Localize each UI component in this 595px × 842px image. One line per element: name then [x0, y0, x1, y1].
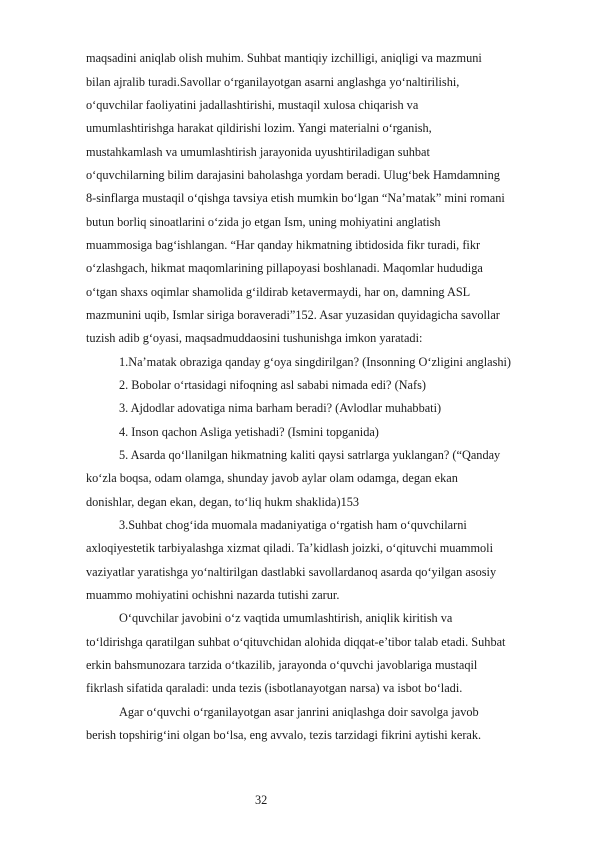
text-line-11: o‘tgan shaxs oqimlar shamolida g‘ildirab ketavermaydi, har on, damning ASL	[86, 285, 471, 299]
text-line-2: bilan ajralib turadi.Savollar o‘rganilayotgan asarni anglashga yo‘naltirilishi,	[86, 75, 460, 89]
text-line-20: donishlar, degan ekan, degan, to‘liq hukm shaklida)153	[86, 495, 360, 509]
text-line-6: o‘quvchilarning bilim darajasini baholashga yordam beradi. Ulug‘bek Hamdamning	[86, 168, 500, 182]
text-line-10: o‘zlashgach, hikmat maqomlarining pillapoyasi boshlanadi. Maqomlar hududiga	[86, 261, 483, 275]
text-line-21: 3.Suhbat chog‘ida muomala madaniyatiga o‘rgatish ham o‘quvchilarni	[119, 518, 467, 532]
text-line-1: maqsadini aniqlab olish muhim. Suhbat mantiqiy izchilligi, aniqligi va mazmuni	[86, 51, 482, 65]
question-4: 4. Inson qachon Asliga yetishadi? (Ismini topganida)	[119, 425, 379, 439]
text-line-12: mazmunini uqib, Ismlar siriga boraveradi”152. Asar yuzasidan quyidagicha savollar	[86, 308, 500, 322]
text-line-25: O‘quvchilar javobini o‘z vaqtida umumlashtirish, aniqlik kiritish va	[119, 611, 453, 625]
text-line-3: o‘quvchilar faoliyatini jadallashtirishi, mustaqil xulosa chiqarish va	[86, 98, 419, 112]
text-line-22: axloqiyestetik tarbiyalashga xizmat qiladi. Ta’kidlash joizki, o‘qituvchi muammoli	[86, 541, 494, 555]
question-5: 5. Asarda qo‘llanilgan hikmatning kaliti qaysi satrlarga yuklangan? (“Qanday	[119, 448, 501, 462]
text-line-9: muammosiga bag‘ishlangan. “Har qanday hikmatning ibtidosida fikr turadi, fikr	[86, 238, 481, 252]
text-line-19: ko‘zla boqsa, odam olamga, shunday javob aylar olam odamga, degan ekan	[86, 471, 458, 485]
text-line-30: berish topshirig‘ini olgan bo‘lsa, eng avvalo, tezis tarzidagi fikrini aytishi kerak.	[86, 728, 482, 742]
text-line-8: butun borliq sinoatlarini o‘zida jo etgan Ism, uning mohiyatini anglatish	[86, 215, 441, 229]
page-number: 32	[255, 793, 268, 807]
text-line-27: erkin bahsmunozara tarzida o‘tkazilib, jarayonda o‘quvchi javoblariga mustaqil	[86, 658, 478, 672]
text-line-4: umumlashtirishga harakat qildirishi lozim. Yangi materialni o‘rganish,	[86, 121, 432, 135]
text-line-7: 8-sinflarga mustaqil o‘qishga tavsiya etish mumkin bo‘lgan “Na’matak” mini romani	[86, 191, 505, 205]
question-3: 3. Ajdodlar adovatiga nima barham beradi? (Avlodlar muhabbati)	[119, 401, 442, 415]
question-2: 2. Bobolar o‘rtasidagi nifoqning asl sababi nimada edi? (Nafs)	[119, 378, 426, 392]
text-line-29: Agar o‘quvchi o‘rganilayotgan asar janrini aniqlashga doir savolga javob	[119, 705, 479, 719]
text-line-13: tuzish adib g‘oyasi, maqsadmuddaosini tushunishga imkon yaratadi:	[86, 331, 423, 345]
text-line-26: to‘ldirishga qaratilgan suhbat o‘qituvchidan alohida diqqat-e’tibor talab etadi. Suhbat	[86, 635, 506, 649]
question-1: 1.Na’matak obraziga qanday g‘oya singdirilgan? (Insonning O‘zligini anglashi)	[119, 355, 512, 369]
text-line-5: mustahkamlash va umumlashtirish jarayonida uyushtiriladigan suhbat	[86, 145, 430, 159]
text-line-23: vaziyatlar yaratishga yo‘naltirilgan dastlabki savollardanoq asarda qo‘yilgan asosiy	[86, 565, 497, 579]
text-line-28: fikrlash sifatida qaraladi: unda tezis (isbotlanayotgan narsa) va isbot bo‘ladi.	[86, 681, 463, 695]
text-line-24: muammo mohiyatini ochishni nazarda tutishi zarur.	[86, 588, 340, 602]
